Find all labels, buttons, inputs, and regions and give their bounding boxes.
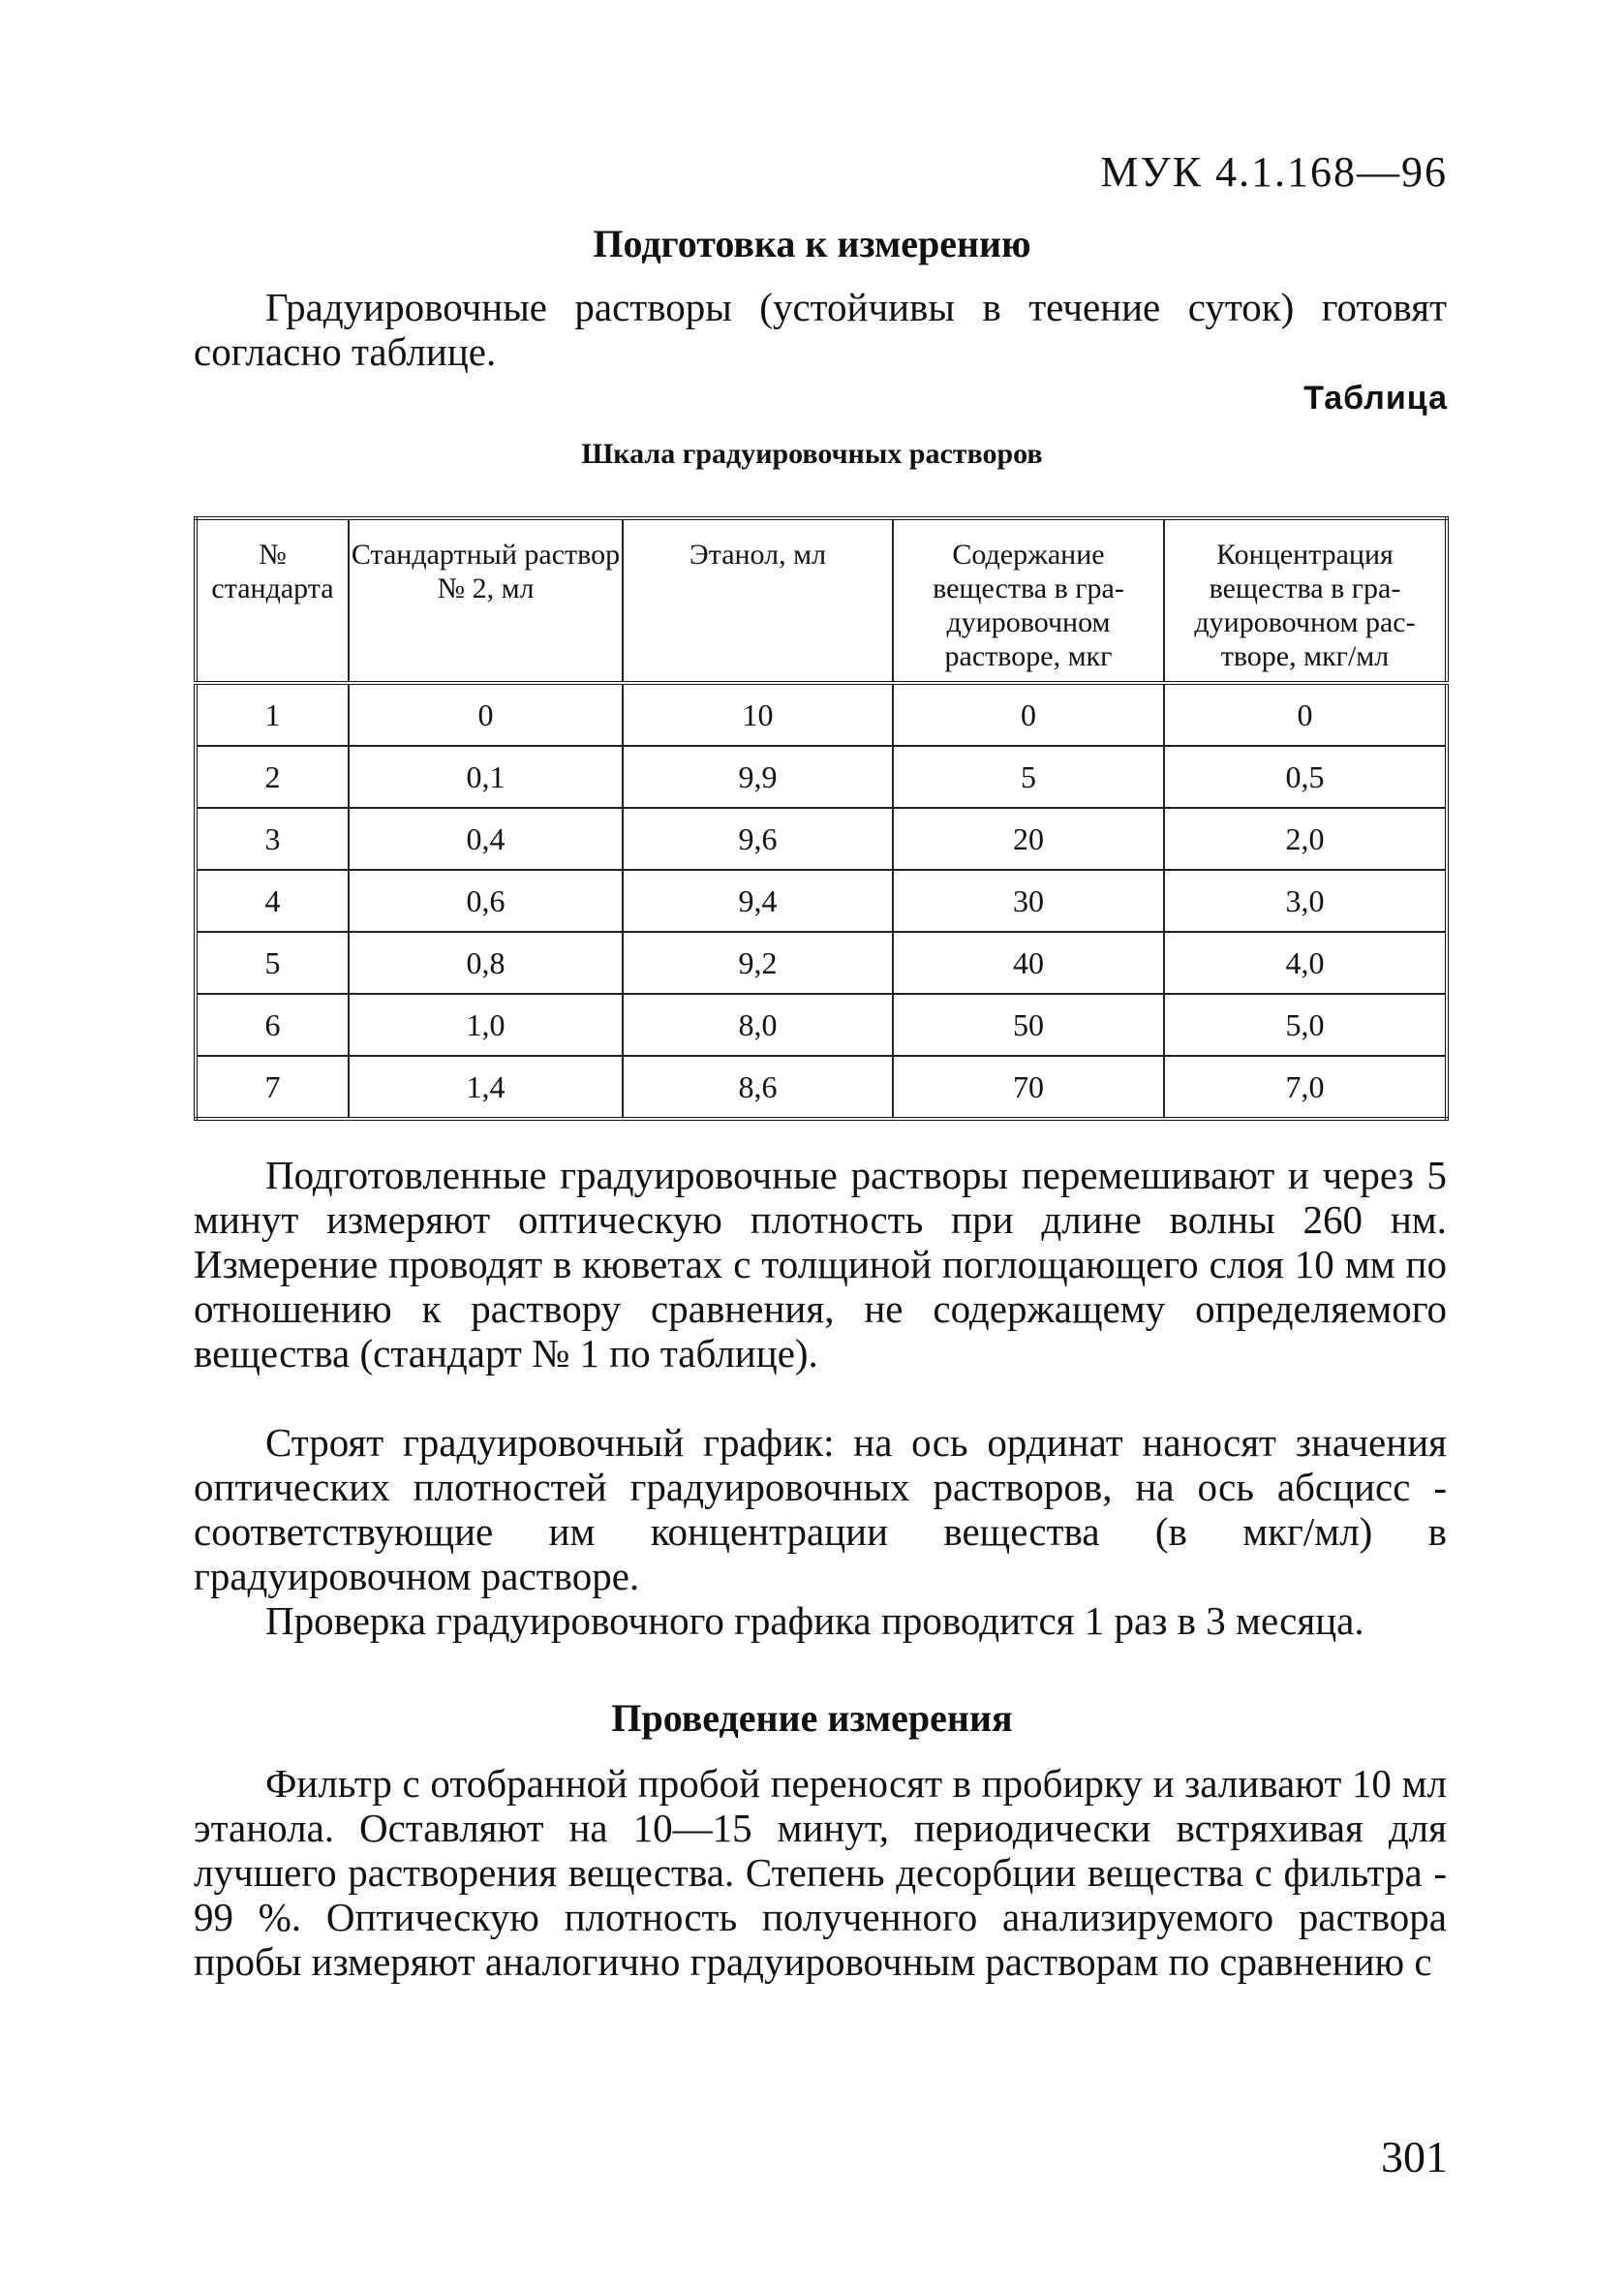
table-cell: 0: [1164, 683, 1447, 746]
table-row: [196, 808, 1447, 870]
table-cell: 1,0: [349, 994, 623, 1056]
page-number: 301: [1381, 2132, 1448, 2181]
section-heading-preparation: Подготовка к измерению: [593, 222, 1031, 265]
table-cell: 0,4: [349, 808, 623, 870]
column-header: Содержание вещества в гра- дуировочном растворе, мкг: [893, 518, 1164, 683]
table-cell: 0: [893, 683, 1164, 746]
calibration-table: [194, 516, 1449, 1121]
column-header: Концентрация вещества в гра- дуировочном рас- творе, мкг/мл: [1164, 518, 1447, 683]
body-paragraph: Фильтр с отобранной пробой переносят в пробирку и заливают 10 мл этанола. Оставляют на 10—15 минут, периодически встряхивая для лучшего растворения вещества. Степень десорбции вещества с фильтра - 99 %. Оптическую плотность полученного анализируемого раствора пробы измеряют аналогично градуировочным растворам по сравнению с: [194, 1761, 1447, 1984]
table-cell: 3,0: [1164, 870, 1447, 932]
column-header: № стандарта: [196, 518, 349, 683]
table-cell: 20: [893, 808, 1164, 870]
table-row: [196, 1056, 1447, 1119]
table-cell: 0,5: [1164, 746, 1447, 808]
table-cell: 0,6: [349, 870, 623, 932]
table-cell: 9,6: [623, 808, 893, 870]
table-cell: 1,4: [349, 1056, 623, 1119]
table-cell: 7: [196, 1056, 349, 1119]
section-heading-measurement: Проведение измерения: [611, 1696, 1013, 1740]
table-header-row: [196, 518, 1447, 683]
table-cell: 1: [196, 683, 349, 746]
column-header: Этанол, мл: [623, 518, 893, 683]
table-label: Таблица: [1303, 380, 1448, 417]
table-row: [196, 683, 1447, 746]
table-cell: 6: [196, 994, 349, 1056]
table-cell: 0: [349, 683, 623, 746]
table-cell: 4: [196, 870, 349, 932]
table-cell: 70: [893, 1056, 1164, 1119]
table-cell: 2: [196, 746, 349, 808]
table-cell: 7,0: [1164, 1056, 1447, 1119]
table-row: [196, 994, 1447, 1056]
table-row: [196, 746, 1447, 808]
table-cell: 9,2: [623, 932, 893, 994]
table-title: Шкала градуировочных растворов: [581, 438, 1043, 470]
intro-paragraph: Градуировочные растворы (устойчивы в течение суток) готовят согласно таблице.: [194, 285, 1447, 374]
table-row: [196, 932, 1447, 994]
table-cell: 4,0: [1164, 932, 1447, 994]
body-paragraph: Проверка градуировочного графика проводится 1 раз в 3 месяца.: [265, 1598, 1364, 1643]
table-cell: 5,0: [1164, 994, 1447, 1056]
table-cell: 0,1: [349, 746, 623, 808]
column-header: Стандартный раствор № 2, мл: [349, 518, 623, 683]
table-cell: 3: [196, 808, 349, 870]
table-cell: 30: [893, 870, 1164, 932]
table-cell: 2,0: [1164, 808, 1447, 870]
body-paragraph: Подготовленные градуировочные растворы перемешивают и через 5 минут измеряют оптическую плотность при длине волны 260 нм. Измерение проводят в кюветах с толщиной поглощающего слоя 10 мм по отношению к раствору сравнения, не содержащему определяемого вещества (стандарт № 1 по таблице).: [194, 1153, 1447, 1376]
table-cell: 8,6: [623, 1056, 893, 1119]
table-row: [196, 870, 1447, 932]
document-code: МУК 4.1.168—96: [1100, 148, 1448, 196]
table-cell: 10: [623, 683, 893, 746]
table-cell: 0,8: [349, 932, 623, 994]
table-cell: 9,4: [623, 870, 893, 932]
table-cell: 8,0: [623, 994, 893, 1056]
table-cell: 40: [893, 932, 1164, 994]
body-paragraph: Строят градуировочный график: на ось ординат наносят значения оптических плотностей градуировочных растворов, на ось абсцисс - соответствующие им концентрации вещества (в мкг/мл) в градуировочном растворе.: [194, 1420, 1447, 1598]
table-cell: 50: [893, 994, 1164, 1056]
table-cell: 5: [893, 746, 1164, 808]
table-cell: 9,9: [623, 746, 893, 808]
table-cell: 5: [196, 932, 349, 994]
